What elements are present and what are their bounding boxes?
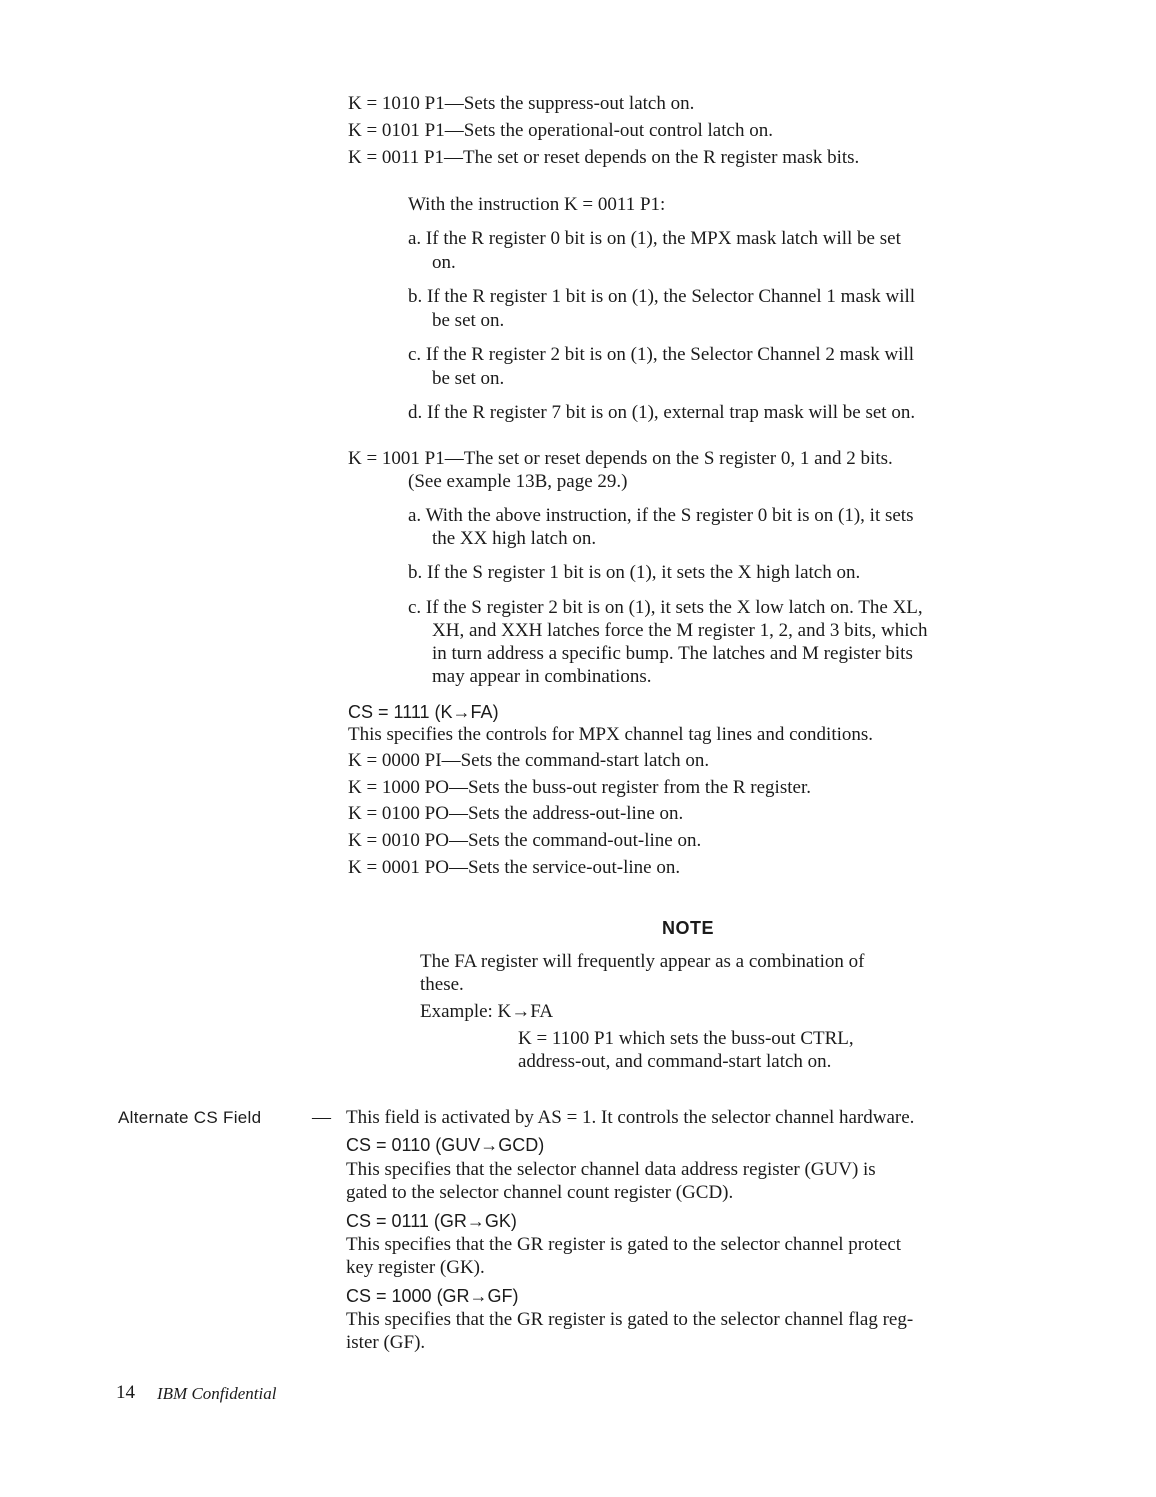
instruction-intro: With the instruction K = 0011 P1:	[408, 194, 666, 215]
item-c-line2: be set on.	[432, 368, 505, 389]
note-title: NOTE	[662, 918, 715, 938]
s-item-c-line4: may appear in combinations.	[432, 666, 652, 687]
k-1000-line: K = 1000 PO—Sets the buss-out register from the R register.	[348, 777, 811, 798]
cs-0110-code: CS = 0110 (GUV→GCD)	[346, 1135, 545, 1155]
cs-0110-desc-line2: gated to the selector channel count register (GCD).	[346, 1182, 734, 1203]
k-1001-line: K = 1001 P1—The set or reset depends on the S register 0, 1 and 2 bits.	[348, 448, 893, 469]
item-d-line: d. If the R register 7 bit is on (1), external trap mask will be set on.	[408, 402, 916, 423]
k-0000-line: K = 0000 PI—Sets the command-start latch on.	[348, 750, 710, 771]
cs-1111-code: CS = 1111 (K→FA)	[348, 702, 499, 722]
k-0001-line: K = 0001 PO—Sets the service-out-line on.	[348, 857, 681, 878]
k-0101-line: K = 0101 P1—Sets the operational-out control latch on.	[348, 120, 773, 141]
cs-1000-desc-line1: This specifies that the GR register is gated to the selector channel flag reg-	[346, 1309, 914, 1330]
k-0010-line: K = 0010 PO—Sets the command-out-line on.	[348, 830, 702, 851]
alternate-cs-field-label: Alternate CS Field	[118, 1108, 262, 1127]
cs-0111-desc-line1: This specifies that the GR register is gated to the selector channel protect	[346, 1234, 902, 1255]
cs-1000-desc-line2: ister (GF).	[346, 1332, 426, 1353]
page-number: 14	[116, 1382, 135, 1403]
note-example-line2: address-out, and command-start latch on.	[518, 1051, 832, 1072]
note-line1: The FA register will frequently appear as a combination of	[420, 951, 865, 972]
k-1010-line: K = 1010 P1—Sets the suppress-out latch on.	[348, 93, 695, 114]
k-0100-line: K = 0100 PO—Sets the address-out-line on.	[348, 803, 684, 824]
note-line2: these.	[420, 974, 464, 995]
cs-0110-desc-line1: This specifies that the selector channel data address register (GUV) is	[346, 1159, 876, 1180]
item-a-line1: a. If the R register 0 bit is on (1), the MPX mask latch will be set	[408, 228, 901, 249]
s-item-a-line2: the XX high latch on.	[432, 528, 597, 549]
k-1001-reference: (See example 13B, page 29.)	[408, 471, 628, 492]
alt-intro: This field is activated by AS = 1. It controls the selector channel hardware.	[346, 1107, 915, 1128]
k-0011-line: K = 0011 P1—The set or reset depends on the R register mask bits.	[348, 147, 860, 168]
s-item-c-line1: c. If the S register 2 bit is on (1), it sets the X low latch on. The XL,	[408, 597, 923, 618]
item-c-line1: c. If the R register 2 bit is on (1), the Selector Channel 2 mask will	[408, 344, 915, 365]
s-item-c-line2: XH, and XXH latches force the M register 1, 2, and 3 bits, which	[432, 620, 928, 641]
item-b-line2: be set on.	[432, 310, 505, 331]
item-a-line2: on.	[432, 252, 456, 273]
label-dash: —	[312, 1107, 331, 1128]
item-b-line1: b. If the R register 1 bit is on (1), the Selector Channel 1 mask will	[408, 286, 916, 307]
cs-1111-description: This specifies the controls for MPX channel tag lines and conditions.	[348, 724, 874, 745]
note-example-line1: K = 1100 P1 which sets the buss-out CTRL,	[518, 1028, 854, 1049]
s-item-a-line1: a. With the above instruction, if the S register 0 bit is on (1), it sets	[408, 505, 914, 526]
cs-0111-code: CS = 0111 (GR→GK)	[346, 1211, 517, 1231]
s-item-c-line3: in turn address a specific bump. The latches and M register bits	[432, 643, 913, 664]
confidential-label: IBM Confidential	[157, 1384, 277, 1403]
cs-1000-code: CS = 1000 (GR→GF)	[346, 1286, 519, 1306]
note-example: Example: K→FA	[420, 1001, 554, 1022]
s-item-b-line: b. If the S register 1 bit is on (1), it sets the X high latch on.	[408, 562, 861, 583]
cs-0111-desc-line2: key register (GK).	[346, 1257, 485, 1278]
